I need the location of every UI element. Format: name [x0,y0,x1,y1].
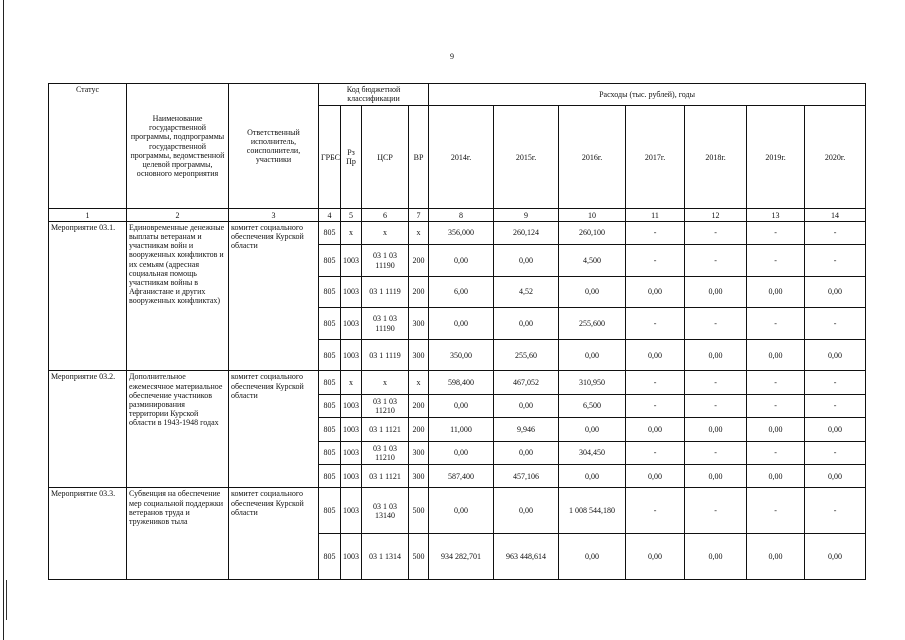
csr-cell: х [362,221,409,244]
header-year: 2014г. [429,105,494,209]
expense-value-cell: - [747,371,805,394]
vr-cell: 300 [409,464,429,487]
vr-cell: 300 [409,339,429,371]
group-status: Мероприятие 03.2. [49,371,127,488]
grbs-cell: 805 [319,534,341,580]
expense-value-cell: 0,00 [805,276,866,308]
column-number: 11 [626,209,685,221]
expense-value-cell: 0,00 [559,418,626,441]
header-year: 2015г. [494,105,559,209]
column-number: 7 [409,209,429,221]
expense-value-cell: 0,00 [559,339,626,371]
expense-value-cell: - [747,394,805,417]
expense-value-cell: - [747,441,805,464]
grbs-cell: 805 [319,221,341,244]
expense-value-cell: 6,500 [559,394,626,417]
header-status: Статус [49,84,127,209]
expense-value-cell: 350,00 [429,339,494,371]
expense-value-cell: 4,52 [494,276,559,308]
group-executor: комитет социального обеспечения Курской области [229,221,319,371]
vr-cell: 300 [409,441,429,464]
group-name: Дополнительное ежемесячное материальное обеспечение участников разминирования территории Курской области в 1943-1948 годах [127,371,229,488]
expense-value-cell: 0,00 [429,308,494,340]
csr-cell: 03 1 1314 [362,534,409,580]
vr-cell: 500 [409,534,429,580]
grbs-cell: 805 [319,245,341,277]
group-name: Единовременные денежные выплаты ветеранам и участникам войн и вооруженных конфликтов и их семьям (адресная социальная помощь участникам войны в Афганистане и других вооруженных конфликтах) [127,221,229,371]
csr-cell: 03 1 03 11210 [362,394,409,417]
header-executor: Ответственный исполнитель, соисполнители, участники [229,84,319,209]
expense-value-cell: - [626,488,685,534]
expense-value-cell: - [626,394,685,417]
expense-value-cell: - [685,441,747,464]
expense-value-cell: 0,00 [747,418,805,441]
expense-value-cell: 304,450 [559,441,626,464]
expense-value-cell: - [805,371,866,394]
rzpr-cell: х [341,221,362,244]
csr-cell: 03 1 03 11210 [362,441,409,464]
expense-value-cell: 0,00 [626,276,685,308]
column-number: 5 [341,209,362,221]
expense-value-cell: - [805,221,866,244]
expense-value-cell: 0,00 [805,534,866,580]
page-number: 9 [450,52,454,61]
expense-value-cell: - [685,308,747,340]
expense-value-cell: - [626,308,685,340]
expense-value-cell: 0,00 [685,534,747,580]
expense-value-cell: 0,00 [626,339,685,371]
expense-value-cell: - [685,245,747,277]
rzpr-cell: 1003 [341,418,362,441]
expense-value-cell: - [685,488,747,534]
header-grbs: ГРБС [319,105,341,209]
expense-value-cell: 598,400 [429,371,494,394]
grbs-cell: 805 [319,441,341,464]
rzpr-cell: 1003 [341,276,362,308]
expense-value-cell: - [747,221,805,244]
expense-value-cell: - [805,394,866,417]
expense-value-cell: 0,00 [805,464,866,487]
expense-value-cell: 0,00 [685,276,747,308]
expense-value-cell: - [685,371,747,394]
vr-cell: 200 [409,245,429,277]
expense-value-cell: 255,600 [559,308,626,340]
expense-value-cell: - [626,245,685,277]
header-year: 2018г. [685,105,747,209]
expense-value-cell: - [747,245,805,277]
expense-value-cell: 0,00 [494,245,559,277]
expense-value-cell: 0,00 [559,464,626,487]
header-rzpr: Рз Пр [341,105,362,209]
expense-value-cell: 0,00 [559,534,626,580]
header-year: 2016г. [559,105,626,209]
expense-value-cell: - [685,221,747,244]
expense-value-cell: 0,00 [747,464,805,487]
column-number: 10 [559,209,626,221]
rzpr-cell: 1003 [341,245,362,277]
header-vr: ВР [409,105,429,209]
page-edge-line [3,0,4,640]
column-number: 8 [429,209,494,221]
header-csr: ЦСР [362,105,409,209]
expense-value-cell: 0,00 [805,339,866,371]
group-status: Мероприятие 03.3. [49,488,127,580]
expense-value-cell: 0,00 [429,441,494,464]
vr-cell: 200 [409,394,429,417]
expense-value-cell: - [805,308,866,340]
expense-value-cell: 0,00 [559,276,626,308]
expense-value-cell: 0,00 [747,339,805,371]
expense-value-cell: 260,100 [559,221,626,244]
header-row [49,84,866,106]
expense-value-cell: 260,124 [494,221,559,244]
expense-value-cell: 0,00 [626,464,685,487]
expense-value-cell: 0,00 [805,418,866,441]
csr-cell: 03 1 03 11190 [362,308,409,340]
expense-value-cell: 0,00 [429,394,494,417]
expense-value-cell: 0,00 [685,464,747,487]
grbs-cell: 805 [319,308,341,340]
column-number: 3 [229,209,319,221]
group-status: Мероприятие 03.1. [49,221,127,371]
rzpr-cell: 1003 [341,441,362,464]
expense-value-cell: 1 008 544,180 [559,488,626,534]
expense-value-cell: - [747,488,805,534]
grbs-cell: 805 [319,339,341,371]
group-executor: комитет социального обеспечения Курской области [229,488,319,580]
expense-value-cell: 0,00 [429,488,494,534]
rzpr-cell: х [341,371,362,394]
column-number: 1 [49,209,127,221]
expense-value-cell: 0,00 [494,394,559,417]
expense-value-cell: 0,00 [626,418,685,441]
table-row [49,488,866,534]
header-year: 2019г. [747,105,805,209]
vr-cell: 300 [409,308,429,340]
rzpr-cell: 1003 [341,308,362,340]
expense-value-cell: 0,00 [494,441,559,464]
csr-cell: 03 1 1121 [362,418,409,441]
expense-value-cell: 934 282,701 [429,534,494,580]
rzpr-cell: 1003 [341,464,362,487]
expense-value-cell: 356,000 [429,221,494,244]
budget-table [48,83,866,580]
vr-cell: 200 [409,276,429,308]
csr-cell: х [362,371,409,394]
vr-cell: х [409,221,429,244]
expense-value-cell: - [626,221,685,244]
header-year: 2020г. [805,105,866,209]
header-name: Наименование государственной программы, подпрограммы государственной программы, ведомственной целевой программы, основного мероприятия [127,84,229,209]
expense-value-cell: - [805,245,866,277]
group-name: Субвенция на обеспечение мер социальной поддержки ветеранов труда и тружеников тыла [127,488,229,580]
page-edge-line [6,580,7,620]
table-row [49,371,866,394]
header-expenses: Расходы (тыс. рублей), годы [429,84,866,106]
rzpr-cell: 1003 [341,339,362,371]
expense-value-cell: 0,00 [429,245,494,277]
vr-cell: 200 [409,418,429,441]
expense-value-cell: - [626,441,685,464]
csr-cell: 03 1 1119 [362,276,409,308]
expense-value-cell: 457,106 [494,464,559,487]
rzpr-cell: 1003 [341,488,362,534]
expense-value-cell: 0,00 [747,276,805,308]
expense-value-cell: 0,00 [626,534,685,580]
column-number-row [49,209,866,221]
vr-cell: 500 [409,488,429,534]
csr-cell: 03 1 03 13140 [362,488,409,534]
expense-value-cell: 963 448,614 [494,534,559,580]
expense-value-cell: - [805,488,866,534]
grbs-cell: 805 [319,276,341,308]
group-executor: комитет социального обеспечения Курской области [229,371,319,488]
expense-value-cell: - [685,394,747,417]
expense-value-cell: 467,052 [494,371,559,394]
rzpr-cell: 1003 [341,394,362,417]
grbs-cell: 805 [319,488,341,534]
expense-value-cell: 0,00 [747,534,805,580]
grbs-cell: 805 [319,371,341,394]
expense-value-cell: 9,946 [494,418,559,441]
rzpr-cell: 1003 [341,534,362,580]
column-number: 4 [319,209,341,221]
grbs-cell: 805 [319,464,341,487]
csr-cell: 03 1 1119 [362,339,409,371]
expense-value-cell: 0,00 [685,339,747,371]
expense-value-cell: 0,00 [685,418,747,441]
grbs-cell: 805 [319,418,341,441]
header-budget-code: Код бюджетной классификации [319,84,429,106]
expense-value-cell: 0,00 [494,308,559,340]
column-number: 9 [494,209,559,221]
column-number: 12 [685,209,747,221]
csr-cell: 03 1 03 11190 [362,245,409,277]
vr-cell: х [409,371,429,394]
expense-value-cell: 0,00 [494,488,559,534]
expense-value-cell: - [805,441,866,464]
csr-cell: 03 1 1121 [362,464,409,487]
expense-value-cell: - [626,371,685,394]
expense-value-cell: 4,500 [559,245,626,277]
table-row [49,221,866,244]
expense-value-cell: 255,60 [494,339,559,371]
expense-value-cell: - [747,308,805,340]
expense-value-cell: 587,400 [429,464,494,487]
header-year: 2017г. [626,105,685,209]
expense-value-cell: 6,00 [429,276,494,308]
grbs-cell: 805 [319,394,341,417]
column-number: 6 [362,209,409,221]
column-number: 14 [805,209,866,221]
column-number: 2 [127,209,229,221]
expense-value-cell: 310,950 [559,371,626,394]
expense-value-cell: 11,000 [429,418,494,441]
column-number: 13 [747,209,805,221]
